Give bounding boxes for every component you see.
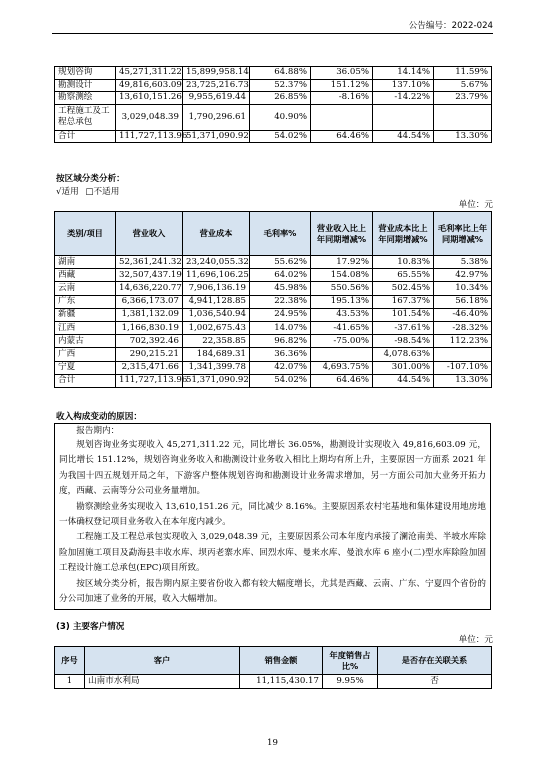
- table-row: [55, 321, 492, 334]
- region-unit: 单位：元: [458, 200, 493, 210]
- table-cell: 1,002,675.43: [183, 321, 250, 334]
- table-cell: 1,036,540.94: [183, 308, 250, 321]
- table-cell: -75.00%: [311, 335, 373, 348]
- table-cell: -46.40%: [434, 308, 492, 321]
- table-cell: -8.16%: [311, 92, 373, 105]
- table-cell: 广东: [55, 295, 116, 308]
- table-cell: 15,899,958.14: [183, 67, 250, 80]
- table-cell: 184,689.31: [183, 348, 250, 361]
- table-cell: 52,361,241.32: [116, 256, 183, 269]
- table-cell: 702,392.46: [116, 335, 183, 348]
- table-cell: 24.95%: [250, 308, 311, 321]
- column-header: 类别/项目: [55, 212, 116, 256]
- table-cell: 44.54%: [373, 374, 434, 387]
- column-header: 序号: [55, 647, 85, 675]
- product-revenue-table: [54, 66, 492, 143]
- table-cell: 550.56%: [311, 282, 373, 295]
- table-cell: 22.38%: [250, 295, 311, 308]
- table-cell: 1,166,830.19: [116, 321, 183, 334]
- reason-paragraph: 勘察测绘业务实现收入 13,610,151.26 元，同比减少 8.16%。主要原因系农村宅基地和集体建设用地房地一体确权登记项目业务收入在本年度内减少。: [59, 501, 486, 528]
- table-cell: 13.30%: [434, 374, 492, 387]
- table-cell: 17.92%: [311, 256, 373, 269]
- table-cell: 96.82%: [250, 335, 311, 348]
- table-cell: 3,029,048.39: [116, 104, 183, 130]
- table-cell: 36.36%: [250, 348, 311, 361]
- table-cell: 43.53%: [311, 308, 373, 321]
- table-row: [55, 67, 492, 80]
- customer-section-title: (3) 主要客户情况: [56, 622, 125, 632]
- table-cell: 6,366,173.07: [116, 295, 183, 308]
- table-cell: 112.23%: [434, 335, 492, 348]
- table-cell: 西藏: [55, 269, 116, 282]
- table-cell: 54.02%: [250, 374, 311, 387]
- column-header: 是否存在关联关系: [378, 647, 492, 675]
- table-cell: [311, 348, 373, 361]
- table-row: [55, 282, 492, 295]
- region-analysis-title: 按区域分类分析：: [56, 174, 125, 184]
- table-cell: 10.83%: [373, 256, 434, 269]
- table-header-row: [55, 212, 492, 256]
- table-cell: 1,790,296.61: [183, 104, 250, 130]
- table-cell: 45.98%: [250, 282, 311, 295]
- table-row: [55, 269, 492, 282]
- table-cell: 22,358.85: [183, 335, 250, 348]
- table-cell: 45,271,311.22: [116, 67, 183, 80]
- table-cell: 合计: [55, 130, 116, 143]
- table-cell: 49,816,603.09: [116, 79, 183, 92]
- table-cell: 101.54%: [373, 308, 434, 321]
- table-cell: 云南: [55, 282, 116, 295]
- reason-paragraph: 规划咨询业务实现收入 45,271,311.22 元，同比增长 36.05%，勘测设计实现收入 49,816,603.09 元，同比增长 151.12%，规划咨询业务收入和勘测设计业务收入相比上期均有所上升，主要原因一方面系 2021 年为我国十四五规划开局之年，下游客户整体规划咨询和勘测设计业务需求增加，另一方面公司加大业务开拓力度，西藏、云南等分公司业务量增加。: [59, 440, 486, 497]
- table-cell: 301.00%: [373, 361, 434, 374]
- column-header: 营业收入: [116, 212, 183, 256]
- table-cell: 山南市水利局: [85, 675, 240, 689]
- table-cell: 11,696,106.25: [183, 269, 250, 282]
- reason-box: [54, 423, 491, 610]
- table-cell: -41.65%: [311, 321, 373, 334]
- table-cell: 42.97%: [434, 269, 492, 282]
- table-cell: -107.10%: [434, 361, 492, 374]
- header-rule: [52, 33, 493, 34]
- table-cell: -98.54%: [373, 335, 434, 348]
- table-row: [55, 335, 492, 348]
- column-header: 销售金额: [240, 647, 323, 675]
- table-cell: 26.85%: [250, 92, 311, 105]
- table-header-row: [55, 647, 492, 675]
- table-cell: 5.67%: [434, 79, 492, 92]
- table-row: [55, 130, 492, 143]
- table-cell: 内蒙古: [55, 335, 116, 348]
- region-revenue-table: [54, 211, 492, 388]
- table-row: [55, 295, 492, 308]
- table-cell: 湖南: [55, 256, 116, 269]
- table-cell: 502.45%: [373, 282, 434, 295]
- reason-paragraph: 工程施工及工程总承包实现收入 3,029,048.39 元，主要原因系公司本年度内承接了澜沧南美、半坡水库除险加固施工项目及勐海县丰收水库、坝丙老寨水库、回烈水库、曼来水库、曼浪水库 6 座小(二)型水库除险加固工程设计施工总承包(EPC)项目所致。: [59, 532, 486, 574]
- table-cell: 23.79%: [434, 92, 492, 105]
- table-cell: 42.07%: [250, 361, 311, 374]
- applicable-checked: √适用: [56, 187, 79, 197]
- column-header: 营业成本: [183, 212, 250, 256]
- table-cell: 64.46%: [311, 130, 373, 143]
- reason-paragraph: 报告期内：: [76, 426, 120, 436]
- table-cell: 195.13%: [311, 295, 373, 308]
- table-cell: 23,725,216.73: [183, 79, 250, 92]
- table-cell: 23,240,055.32: [183, 256, 250, 269]
- table-cell: 14.07%: [250, 321, 311, 334]
- column-header: 客户: [85, 647, 240, 675]
- table-cell: [373, 104, 434, 130]
- table-cell: 64.02%: [250, 269, 311, 282]
- table-row: [55, 374, 492, 387]
- table-cell: 1,381,132.09: [116, 308, 183, 321]
- table-cell: 64.88%: [250, 67, 311, 80]
- table-cell: 新疆: [55, 308, 116, 321]
- table-cell: 36.05%: [311, 67, 373, 80]
- announcement-number: 公告编号：2022-024: [408, 21, 493, 31]
- table-cell: 11.59%: [434, 67, 492, 80]
- table-cell: -37.61%: [373, 321, 434, 334]
- table-cell: 56.18%: [434, 295, 492, 308]
- table-cell: 111,727,113.96: [116, 130, 183, 143]
- table-row: [55, 92, 492, 105]
- customer-table: [54, 646, 492, 689]
- table-cell: 4,078.63%: [373, 348, 434, 361]
- table-cell: [311, 104, 373, 130]
- table-cell: 290,215.21: [116, 348, 183, 361]
- table-cell: 167.37%: [373, 295, 434, 308]
- table-cell: 10.34%: [434, 282, 492, 295]
- table-row: [55, 256, 492, 269]
- table-cell: 9,955,619.44: [183, 92, 250, 105]
- table-cell: 7,906,136.19: [183, 282, 250, 295]
- column-header: 营业成本比上年同期增减%: [373, 212, 434, 256]
- customer-unit: 单位：元: [458, 635, 493, 645]
- column-header: 年度销售占比%: [323, 647, 378, 675]
- table-cell: 勘察测绘: [55, 92, 116, 105]
- table-cell: 64.46%: [311, 374, 373, 387]
- table-cell: 广西: [55, 348, 116, 361]
- table-cell: 14,636,220.77: [116, 282, 183, 295]
- table-cell: 合计: [55, 374, 116, 387]
- table-row: [55, 104, 492, 130]
- table-cell: 32,507,437.19: [116, 269, 183, 282]
- table-cell: 4,693.75%: [311, 361, 373, 374]
- table-cell: 51,371,090.92: [183, 130, 250, 143]
- table-cell: 5.38%: [434, 256, 492, 269]
- table-cell: 1,341,399.78: [183, 361, 250, 374]
- table-cell: 137.10%: [373, 79, 434, 92]
- table-cell: 14.14%: [373, 67, 434, 80]
- table-cell: 勘测设计: [55, 79, 116, 92]
- table-cell: 51,371,090.92: [183, 374, 250, 387]
- table-row: [55, 675, 492, 689]
- column-header: 毛利率比上年同期增减%: [434, 212, 492, 256]
- table-cell: 13,610,151.26: [116, 92, 183, 105]
- reason-paragraph: 按区域分类分析，报告期内原主要省份收入都有较大幅度增长，尤其是西藏、云南、广东、宁夏四个省份的分公司加速了业务的开展，收入大幅增加。: [59, 578, 486, 605]
- table-cell: 否: [378, 675, 492, 689]
- table-row: [55, 348, 492, 361]
- table-cell: 2,315,471.66: [116, 361, 183, 374]
- applicable-options: [56, 185, 119, 197]
- table-cell: 1: [55, 675, 85, 689]
- not-applicable-option: □不适用: [85, 187, 120, 197]
- table-cell: 宁夏: [55, 361, 116, 374]
- page-number: 19: [267, 738, 278, 748]
- table-cell: 规划咨询: [55, 67, 116, 80]
- table-cell: 154.08%: [311, 269, 373, 282]
- table-row: [55, 79, 492, 92]
- table-cell: 151.12%: [311, 79, 373, 92]
- table-cell: 9.95%: [323, 675, 378, 689]
- table-cell: 40.90%: [250, 104, 311, 130]
- table-row: [55, 361, 492, 374]
- table-cell: 4,941,128.85: [183, 295, 250, 308]
- table-cell: [434, 348, 492, 361]
- table-cell: 54.02%: [250, 130, 311, 143]
- reason-title: 收入构成变动的原因：: [56, 412, 142, 422]
- table-cell: -14.22%: [373, 92, 434, 105]
- table-cell: 13.30%: [434, 130, 492, 143]
- table-cell: -28.32%: [434, 321, 492, 334]
- table-cell: 44.54%: [373, 130, 434, 143]
- table-cell: 工程施工及工程总承包: [55, 104, 116, 130]
- table-cell: 65.55%: [373, 269, 434, 282]
- table-cell: 江西: [55, 321, 116, 334]
- table-row: [55, 308, 492, 321]
- table-cell: 111,727,113.96: [116, 374, 183, 387]
- column-header: 营业收入比上年同期增减%: [311, 212, 373, 256]
- column-header: 毛利率%: [250, 212, 311, 256]
- table-cell: 55.62%: [250, 256, 311, 269]
- table-cell: 11,115,430.17: [240, 675, 323, 689]
- table-cell: 52.37%: [250, 79, 311, 92]
- table-cell: [434, 104, 492, 130]
